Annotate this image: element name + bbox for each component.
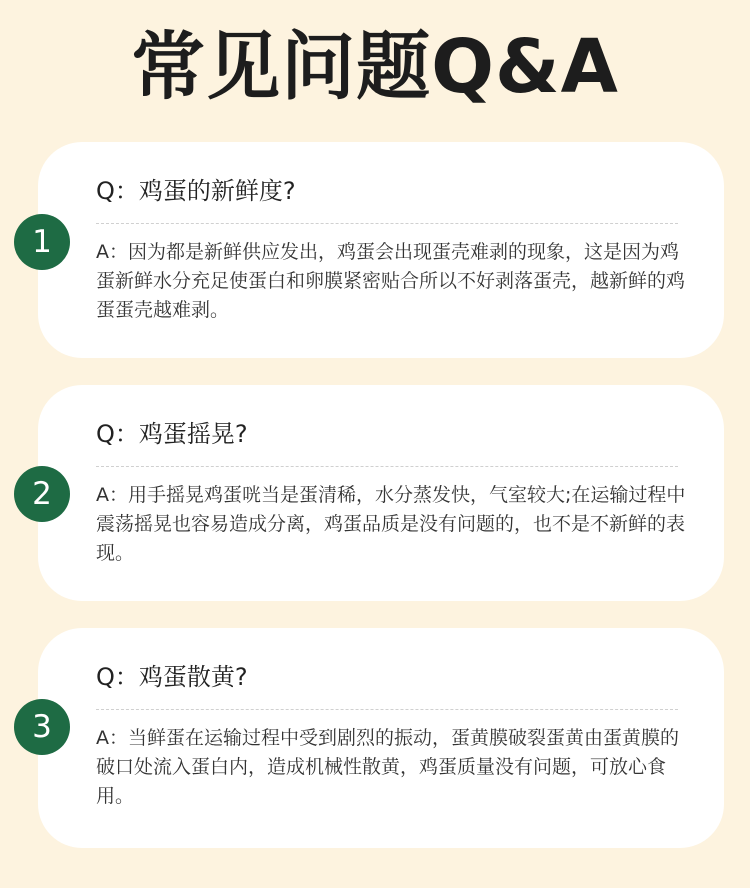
faq-question: Q：鸡蛋摇晃? — [96, 420, 248, 448]
faq-card — [38, 142, 724, 358]
divider — [96, 709, 678, 710]
divider — [96, 223, 678, 224]
divider — [96, 466, 678, 467]
faq-question: Q：鸡蛋散黄? — [96, 663, 248, 691]
page-title: 常见问题Q&A — [131, 24, 619, 110]
faq-answer: A：因为都是新鲜供应发出，鸡蛋会出现蛋壳难剥的现象，这是因为鸡蛋新鲜水分充足使蛋白和卵膜紧密贴合所以不好剥落蛋壳，越新鲜的鸡蛋蛋壳越难剥。 — [96, 241, 686, 321]
number-badge: 3 — [14, 699, 70, 755]
number-badge: 2 — [14, 466, 70, 522]
faq-answer: A：当鲜蛋在运输过程中受到剧烈的振动，蛋黄膜破裂蛋黄由蛋黄膜的破口处流入蛋白内，造成机械性散黄，鸡蛋质量没有问题，可放心食用。 — [96, 727, 679, 807]
faq-card — [38, 385, 724, 601]
faq-card — [38, 628, 724, 848]
number-badge: 1 — [14, 214, 70, 270]
faq-answer: A：用手摇晃鸡蛋咣当是蛋清稀，水分蒸发快，气室较大;在运输过程中震荡摇晃也容易造成分离，鸡蛋品质是没有问题的，也不是不新鲜的表现。 — [96, 484, 686, 564]
faq-question: Q：鸡蛋的新鲜度? — [96, 177, 296, 205]
